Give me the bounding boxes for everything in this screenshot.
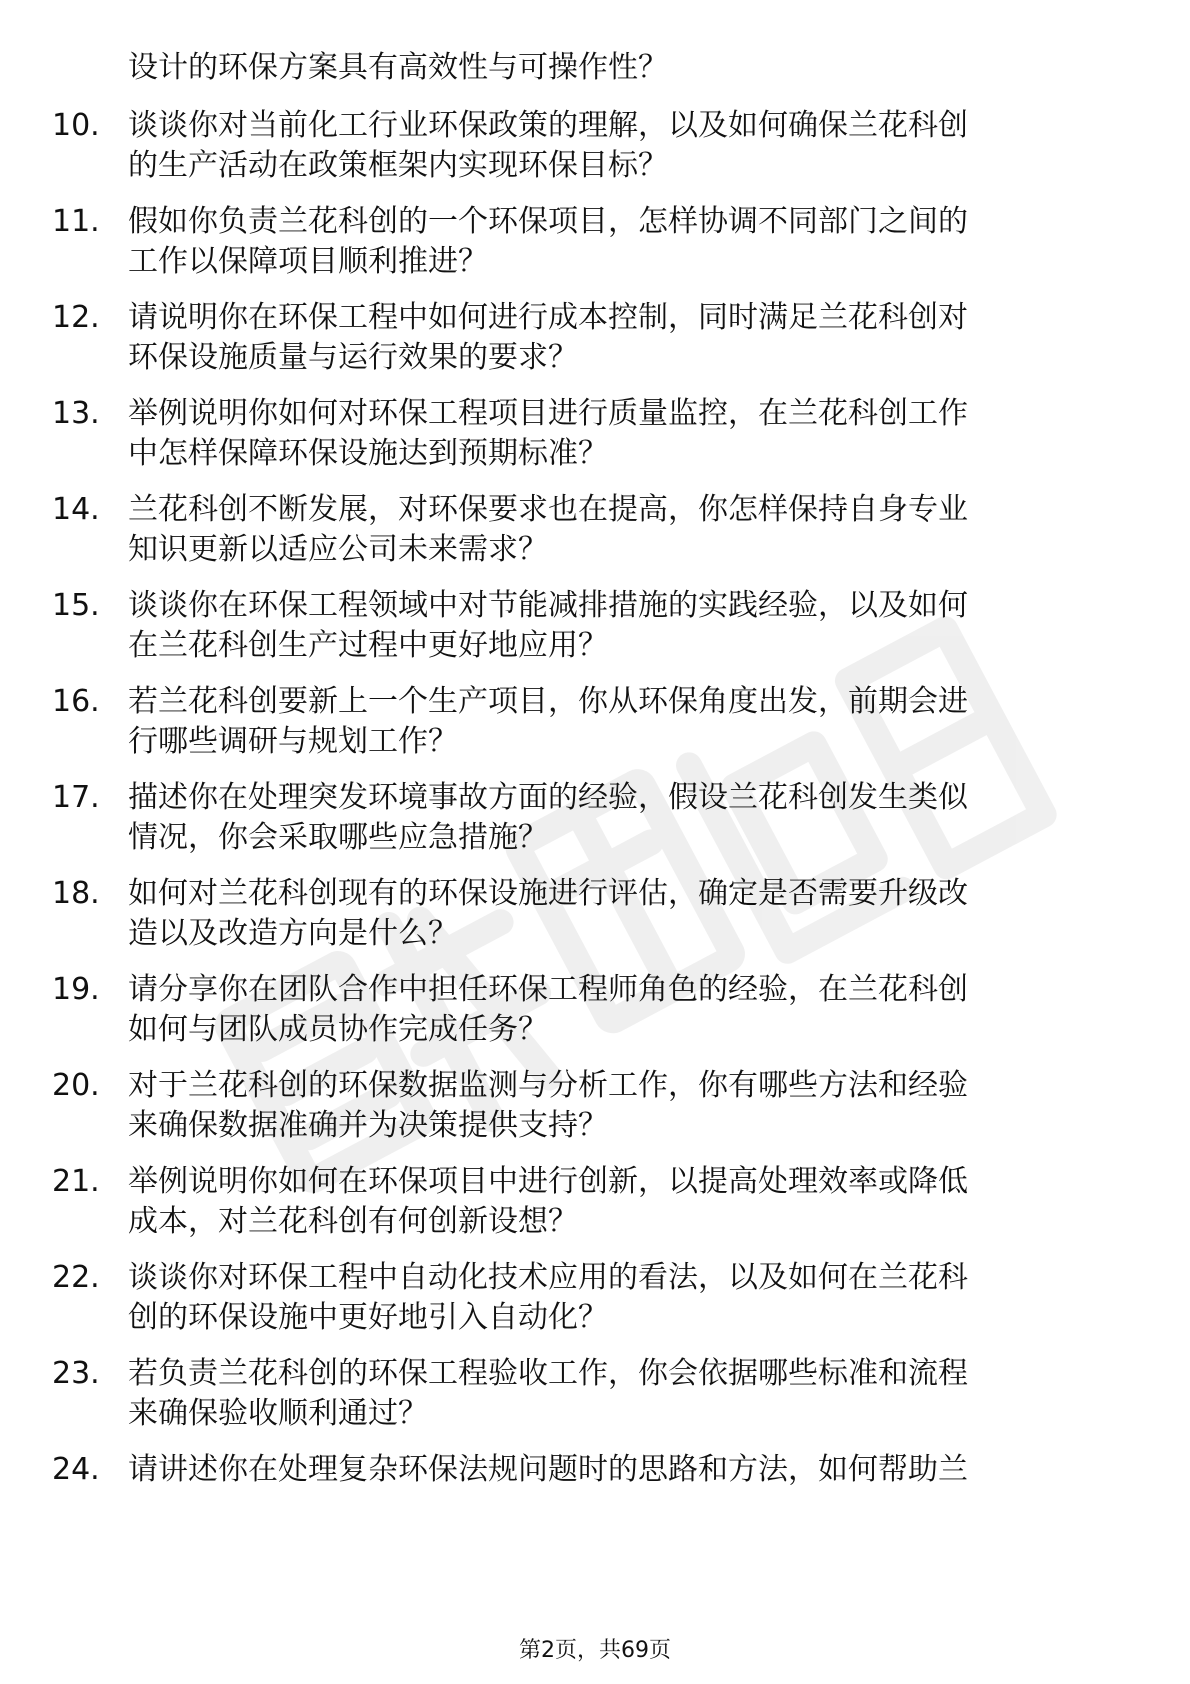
list-item	[0, 1066, 1190, 1162]
list-item	[0, 682, 1190, 778]
question-text: 描述你在处理突发环境事故方面的经验，假设兰花科创发生类似 情况，你会采取哪些应急措施？	[128, 780, 968, 855]
question-text: 假如你负责兰花科创的一个环保项目，怎样协调不同部门之间的 工作以保障项目顺利推进？	[128, 204, 968, 279]
question-text: 请讲述你在处理复杂环保法规问题时的思路和方法，如何帮助兰	[128, 1452, 968, 1487]
question-number: 20.	[52, 1068, 100, 1103]
question-text: 举例说明你如何在环保项目中进行创新，以提高处理效率或降低 成本，对兰花科创有何创新设想？	[128, 1164, 968, 1239]
page-number-footer: 第2页，共69页	[519, 1638, 671, 1663]
question-text: 若负责兰花科创的环保工程验收工作，你会依据哪些标准和流程 来确保验收顺利通过？	[128, 1356, 968, 1431]
question-number: 19.	[52, 972, 100, 1007]
question-number: 24.	[52, 1452, 100, 1487]
question-number: 22.	[52, 1260, 100, 1295]
list-item	[0, 490, 1190, 586]
question-text: 谈谈你对当前化工行业环保政策的理解，以及如何确保兰花科创 的生产活动在政策框架内实现环保目标？	[128, 108, 968, 183]
continued-question-text: 设计的环保方案具有高效性与可操作性？	[128, 50, 668, 85]
question-number: 13.	[52, 396, 100, 431]
list-item	[0, 970, 1190, 1066]
question-number: 12.	[52, 300, 100, 335]
list-item	[0, 106, 1190, 202]
question-text: 举例说明你如何对环保工程项目进行质量监控，在兰花科创工作 中怎样保障环保设施达到预期标准？	[128, 396, 968, 471]
question-number: 17.	[52, 780, 100, 815]
list-item	[0, 1450, 1190, 1498]
question-text: 兰花科创不断发展，对环保要求也在提高，你怎样保持自身专业 知识更新以适应公司未来需求？	[128, 492, 968, 567]
question-text: 请分享你在团队合作中担任环保工程师角色的经验，在兰花科创 如何与团队成员协作完成任务？	[128, 972, 968, 1047]
list-item	[0, 874, 1190, 970]
question-number: 21.	[52, 1164, 100, 1199]
question-text: 如何对兰花科创现有的环保设施进行评估，确定是否需要升级改 造以及改造方向是什么？	[128, 876, 968, 951]
list-item	[0, 1354, 1190, 1450]
question-text: 请说明你在环保工程中如何进行成本控制，同时满足兰花科创对 环保设施质量与运行效果的要求？	[128, 300, 968, 375]
question-number: 16.	[52, 684, 100, 719]
question-number: 18.	[52, 876, 100, 911]
question-number: 14.	[52, 492, 100, 527]
list-item	[0, 586, 1190, 682]
question-number: 15.	[52, 588, 100, 623]
question-text: 对于兰花科创的环保数据监测与分析工作，你有哪些方法和经验 来确保数据准确并为决策提供支持？	[128, 1068, 968, 1143]
question-number: 10.	[52, 108, 100, 143]
list-item	[0, 298, 1190, 394]
list-item	[0, 1258, 1190, 1354]
question-number: 23.	[52, 1356, 100, 1391]
question-text: 若兰花科创要新上一个生产项目，你从环保角度出发，前期会进 行哪些调研与规划工作？	[128, 684, 968, 759]
list-item	[0, 202, 1190, 298]
question-text: 谈谈你对环保工程中自动化技术应用的看法，以及如何在兰花科 创的环保设施中更好地引入自动化？	[128, 1260, 968, 1335]
question-number: 11.	[52, 204, 100, 239]
list-item	[0, 1162, 1190, 1258]
list-item	[0, 394, 1190, 490]
question-text: 谈谈你在环保工程领域中对节能减排措施的实践经验，以及如何 在兰花科创生产过程中更好地应用？	[128, 588, 968, 663]
list-item	[0, 778, 1190, 874]
